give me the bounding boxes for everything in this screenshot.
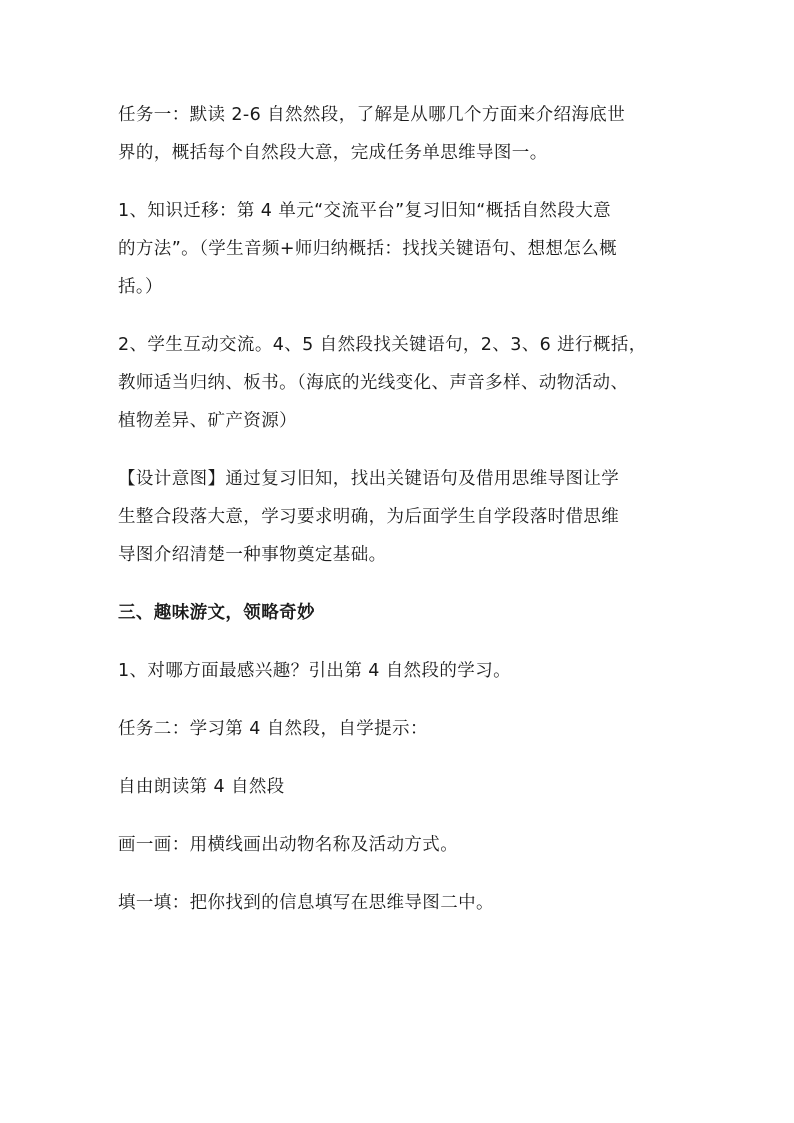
- knowledge-transfer-paragraph: [118, 192, 688, 306]
- text-line: 自由朗读第 4 自然段: [118, 777, 285, 797]
- design-intent-paragraph: [118, 460, 688, 574]
- text-line: 画一画：用横线画出动物名称及活动方式。: [118, 835, 459, 855]
- text-line: 任务一：默读 2-6 自然然段，了解是从哪几个方面来介绍海底世: [118, 105, 626, 125]
- text-line: 【设计意图】通过复习旧知，找出关键语句及借用思维导图让学: [118, 469, 620, 489]
- text-line: 导图介绍清楚一种事物奠定基础。: [118, 545, 387, 565]
- document-page: [118, 96, 688, 942]
- student-interaction-paragraph: [118, 326, 688, 440]
- text-line: 生整合段落大意，学习要求明确，为后面学生自学段落时借思维: [118, 507, 620, 527]
- text-line: 填一填：把你找到的信息填写在思维导图二中。: [118, 893, 494, 913]
- text-line: 任务二：学习第 4 自然段，自学提示：: [118, 719, 428, 739]
- text-line: 三、趣味游文，领略奇妙: [118, 603, 315, 623]
- text-line: 教师适当归纳、板书。（海底的光线变化、声音多样、动物活动、: [118, 373, 629, 393]
- text-line: 括。）: [118, 277, 163, 297]
- text-line: 界的，概括每个自然段大意，完成任务单思维导图一。: [118, 143, 548, 163]
- text-line: 的方法”。（学生音频+师归纳概括：找找关键语句、想想怎么概: [118, 239, 618, 259]
- text-line: 2、学生互动交流。4、5 自然段找关键语句，2、3、6 进行概括，: [118, 335, 647, 355]
- section-three-heading: [118, 594, 688, 632]
- text-line: 1、对哪方面最感兴趣？引出第 4 自然段的学习。: [118, 661, 511, 681]
- read-aloud-paragraph: [118, 768, 688, 806]
- fill-in-paragraph: [118, 884, 688, 922]
- text-line: 1、知识迁移：第 4 单元“交流平台”复习旧知“概括自然段大意: [118, 201, 611, 221]
- text-line: 植物差异、矿产资源）: [118, 411, 297, 431]
- interest-question-paragraph: [118, 652, 688, 690]
- task-one-paragraph: [118, 96, 688, 172]
- draw-lines-paragraph: [118, 826, 688, 864]
- task-two-paragraph: [118, 710, 688, 748]
